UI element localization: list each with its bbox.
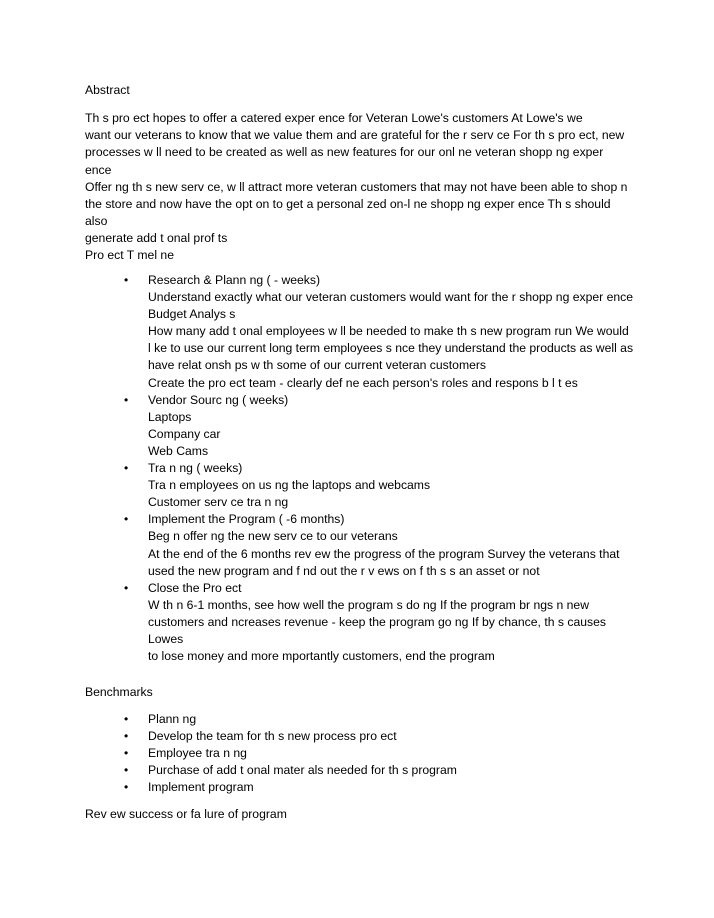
- bullet-marker: •: [124, 512, 129, 527]
- timeline-item-implement: [124, 511, 634, 579]
- timeline-item-research: [124, 272, 634, 392]
- benchmark-label: Employee tra n ng: [148, 746, 247, 761]
- timeline-item-title: Vendor Sourc ng ( weeks): [148, 392, 289, 407]
- timeline-detail: Understand exactly what our veteran customers would want for the r shopp ng exper ence: [148, 290, 634, 305]
- timeline-heading: Pro ect T mel ne: [85, 248, 174, 262]
- timeline-item-vendor-sourcing: [124, 392, 634, 460]
- timeline-detail: Company car: [148, 426, 221, 441]
- timeline-detail: Web Cams: [148, 443, 209, 458]
- bullet-marker: •: [124, 712, 129, 726]
- benchmark-item: [124, 762, 634, 779]
- bullet-marker: •: [124, 729, 129, 744]
- abstract-paragraph: Th s pro ect hopes to offer a catered exper ence for Veteran Lowe's customers At Lowe's we want our veterans to know that we value them and are grateful for the r serv ce For th s pro ect, new processes w ll need to be created as well as new features for our onl ne veteran shopp ng exper ence Offer ng th s new serv ce, w ll attract more veteran customers that may not have been able to shop n the store and now have the opt on to get a personal zed on-l ne shopp ng exper ence Th s should also generate add t onal prof ts: [85, 111, 628, 246]
- bullet-marker: •: [124, 273, 129, 287]
- timeline-detail: At the end of the 6 months rev ew the progress of the program Survey the veterans that used the new program and f nd out the r v ews on f th s s an asset or not: [148, 546, 620, 578]
- timeline-detail: Create the pro ect team - clearly def ne each person's roles and respons b l t es: [148, 375, 578, 390]
- bullet-marker: •: [124, 580, 129, 595]
- timeline-item-title: Tra n ng ( weeks): [148, 461, 243, 476]
- benchmarks-heading: Benchmarks: [85, 685, 153, 699]
- benchmark-label: Develop the team for th s new process pro ect: [148, 729, 397, 744]
- timeline-item-training: [124, 460, 634, 511]
- benchmark-label: Implement program: [148, 780, 254, 795]
- timeline-item-title: Close the Pro ect: [148, 580, 242, 595]
- benchmark-item: [124, 728, 634, 745]
- benchmark-item: [124, 779, 634, 796]
- timeline-detail: Beg n offer ng the new serv ce to our veterans: [148, 529, 398, 544]
- timeline-detail: W th n 6-1 months, see how well the program s do ng If the program br ngs n new customers and ncreases revenue - keep the program go ng If by chance, th s causes Lowes to lose money and more mportantly customers, end the program: [148, 597, 606, 664]
- timeline-item-title: Research & Plann ng ( - weeks): [148, 273, 321, 287]
- bullet-marker: •: [124, 461, 129, 476]
- benchmarks-list: [124, 711, 634, 796]
- bullet-marker: •: [124, 763, 129, 778]
- benchmark-label: Plann ng: [148, 712, 197, 726]
- bullet-marker: •: [124, 392, 129, 407]
- bullet-marker: •: [124, 780, 129, 795]
- timeline-item-close-project: [124, 580, 634, 665]
- timeline-detail: Tra n employees on us ng the laptops and webcams: [148, 478, 431, 493]
- timeline-detail: Budget Analys s: [148, 307, 236, 322]
- timeline-detail: How many add t onal employees w ll be needed to make th s new program run We would l ke to use our current long term employees s nce they understand the products as well as have relat onsh ps w th some of our current veteran customers: [148, 324, 634, 373]
- timeline-list: [124, 272, 634, 665]
- timeline-detail: Laptops: [148, 409, 192, 424]
- timeline-item-title: Implement the Program ( -6 months): [148, 512, 345, 527]
- bullet-marker: •: [124, 746, 129, 761]
- benchmark-label: Purchase of add t onal mater als needed for th s program: [148, 763, 457, 778]
- abstract-heading: Abstract: [85, 83, 130, 97]
- review-line: Rev ew success or fa lure of program: [85, 807, 287, 821]
- timeline-detail: Customer serv ce tra n ng: [148, 495, 289, 510]
- benchmark-item: [124, 711, 634, 728]
- benchmark-item: [124, 745, 634, 762]
